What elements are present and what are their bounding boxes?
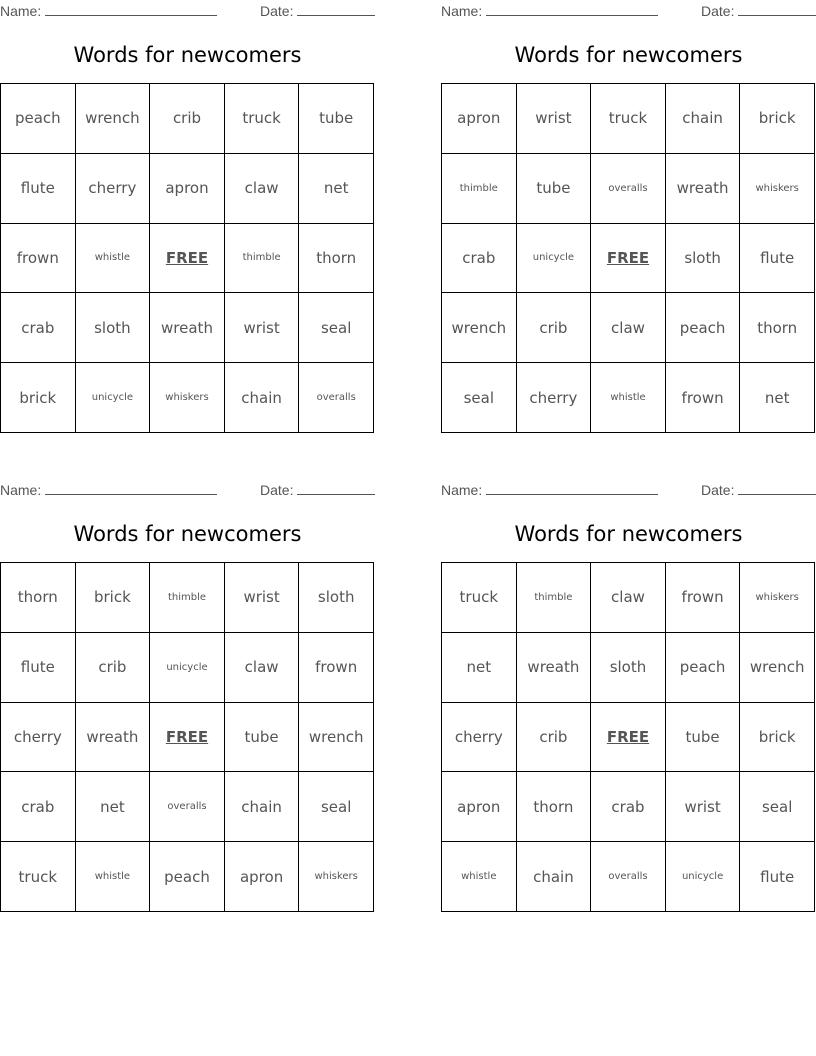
grid-cell: flute [1,154,76,224]
grid-cell: crib [150,84,225,154]
bingo-grid [0,562,374,912]
bingo-card [441,479,816,914]
grid-cell: claw [591,563,666,633]
name-line [45,3,217,16]
name-line [486,3,658,16]
grid-cell: thorn [1,563,76,633]
grid-cell: tube [225,703,300,773]
grid-cell: cherry [442,703,517,773]
grid-cell: thimble [150,563,225,633]
grid-cell: frown [666,363,741,433]
name-field [441,482,658,498]
card-title: Words for newcomers [514,522,743,546]
grid-cell: claw [591,293,666,363]
name-label: Name: [441,3,483,19]
bingo-grid [441,562,815,912]
grid-cell: flute [1,633,76,703]
grid-cell: wreath [666,154,741,224]
grid-cell: claw [225,633,300,703]
name-line [45,482,217,495]
grid-cell: peach [666,293,741,363]
grid-cell: crab [1,772,76,842]
grid-cell: whistle [442,842,517,912]
grid-cell: seal [299,772,374,842]
grid-cell: brick [76,563,151,633]
grid-cell-free: FREE [591,224,666,294]
grid-cell: truck [225,84,300,154]
card-header [0,479,375,501]
grid-cell: tube [299,84,374,154]
grid-cell: brick [740,703,815,773]
name-field [441,3,658,19]
grid-cell: sloth [591,633,666,703]
grid-cell: seal [740,772,815,842]
grid-cell: apron [442,772,517,842]
date-label: Date: [701,482,735,498]
name-field [0,482,217,498]
grid-cell: wrist [225,563,300,633]
grid-cell: crab [591,772,666,842]
grid-cell: wreath [150,293,225,363]
card-header [441,479,816,501]
grid-cell: whistle [76,224,151,294]
bingo-card [0,0,375,435]
grid-cell: truck [591,84,666,154]
name-field [0,3,217,19]
grid-cell: crib [517,703,592,773]
date-field [701,482,816,498]
date-field [701,3,816,19]
grid-cell: frown [1,224,76,294]
grid-cell: sloth [299,563,374,633]
grid-cell: crib [76,633,151,703]
grid-cell: flute [740,224,815,294]
grid-cell: brick [1,363,76,433]
grid-cell: crib [517,293,592,363]
grid-cell: peach [150,842,225,912]
grid-cell: unicycle [76,363,151,433]
grid-cell: cherry [1,703,76,773]
date-label: Date: [701,3,735,19]
grid-cell: thorn [740,293,815,363]
grid-cell: unicycle [666,842,741,912]
grid-cell: frown [666,563,741,633]
grid-cell: wreath [76,703,151,773]
name-label: Name: [0,482,42,498]
grid-cell: overalls [299,363,374,433]
card-header [0,0,375,22]
grid-cell: thimble [517,563,592,633]
grid-cell: tube [517,154,592,224]
grid-cell: net [76,772,151,842]
grid-cell: truck [1,842,76,912]
grid-cell: whiskers [299,842,374,912]
grid-cell-free: FREE [150,224,225,294]
grid-cell: claw [225,154,300,224]
grid-cell: peach [666,633,741,703]
grid-cell: net [299,154,374,224]
bingo-card [0,479,375,914]
grid-cell: cherry [76,154,151,224]
grid-cell: apron [225,842,300,912]
grid-cell: wrist [225,293,300,363]
card-title: Words for newcomers [73,522,302,546]
grid-cell: crab [1,293,76,363]
date-line [297,3,375,16]
grid-cell: sloth [666,224,741,294]
grid-cell-free: FREE [150,703,225,773]
date-line [738,3,816,16]
grid-cell: whiskers [740,563,815,633]
grid-cell: flute [740,842,815,912]
name-line [486,482,658,495]
grid-cell: unicycle [150,633,225,703]
grid-cell: chain [517,842,592,912]
grid-cell: truck [442,563,517,633]
grid-cell: cherry [517,363,592,433]
grid-cell: frown [299,633,374,703]
grid-cell: seal [299,293,374,363]
grid-cell: thimble [442,154,517,224]
date-label: Date: [260,3,294,19]
grid-cell: unicycle [517,224,592,294]
grid-cell: thorn [299,224,374,294]
date-line [297,482,375,495]
grid-cell: whiskers [150,363,225,433]
grid-cell: whiskers [740,154,815,224]
bingo-card [441,0,816,435]
grid-cell: wreath [517,633,592,703]
grid-cell: net [740,363,815,433]
grid-cell: chain [225,772,300,842]
card-header [441,0,816,22]
card-title: Words for newcomers [73,43,302,67]
grid-cell: net [442,633,517,703]
bingo-grid [0,83,374,433]
grid-cell: wrench [76,84,151,154]
grid-cell-free: FREE [591,703,666,773]
grid-cell: peach [1,84,76,154]
grid-cell: chain [225,363,300,433]
grid-cell: apron [442,84,517,154]
date-label: Date: [260,482,294,498]
grid-cell: wrench [740,633,815,703]
grid-cell: thimble [225,224,300,294]
grid-cell: wrist [517,84,592,154]
grid-cell: crab [442,224,517,294]
date-line [738,482,816,495]
grid-cell: wrench [442,293,517,363]
grid-cell: apron [150,154,225,224]
grid-cell: overalls [591,842,666,912]
date-field [260,482,375,498]
grid-cell: wrench [299,703,374,773]
name-label: Name: [441,482,483,498]
grid-cell: overalls [150,772,225,842]
grid-cell: thorn [517,772,592,842]
grid-cell: tube [666,703,741,773]
bingo-grid [441,83,815,433]
name-label: Name: [0,3,42,19]
grid-cell: chain [666,84,741,154]
grid-cell: whistle [591,363,666,433]
grid-cell: whistle [76,842,151,912]
grid-cell: wrist [666,772,741,842]
grid-cell: sloth [76,293,151,363]
date-field [260,3,375,19]
grid-cell: seal [442,363,517,433]
grid-cell: overalls [591,154,666,224]
card-title: Words for newcomers [514,43,743,67]
grid-cell: brick [740,84,815,154]
